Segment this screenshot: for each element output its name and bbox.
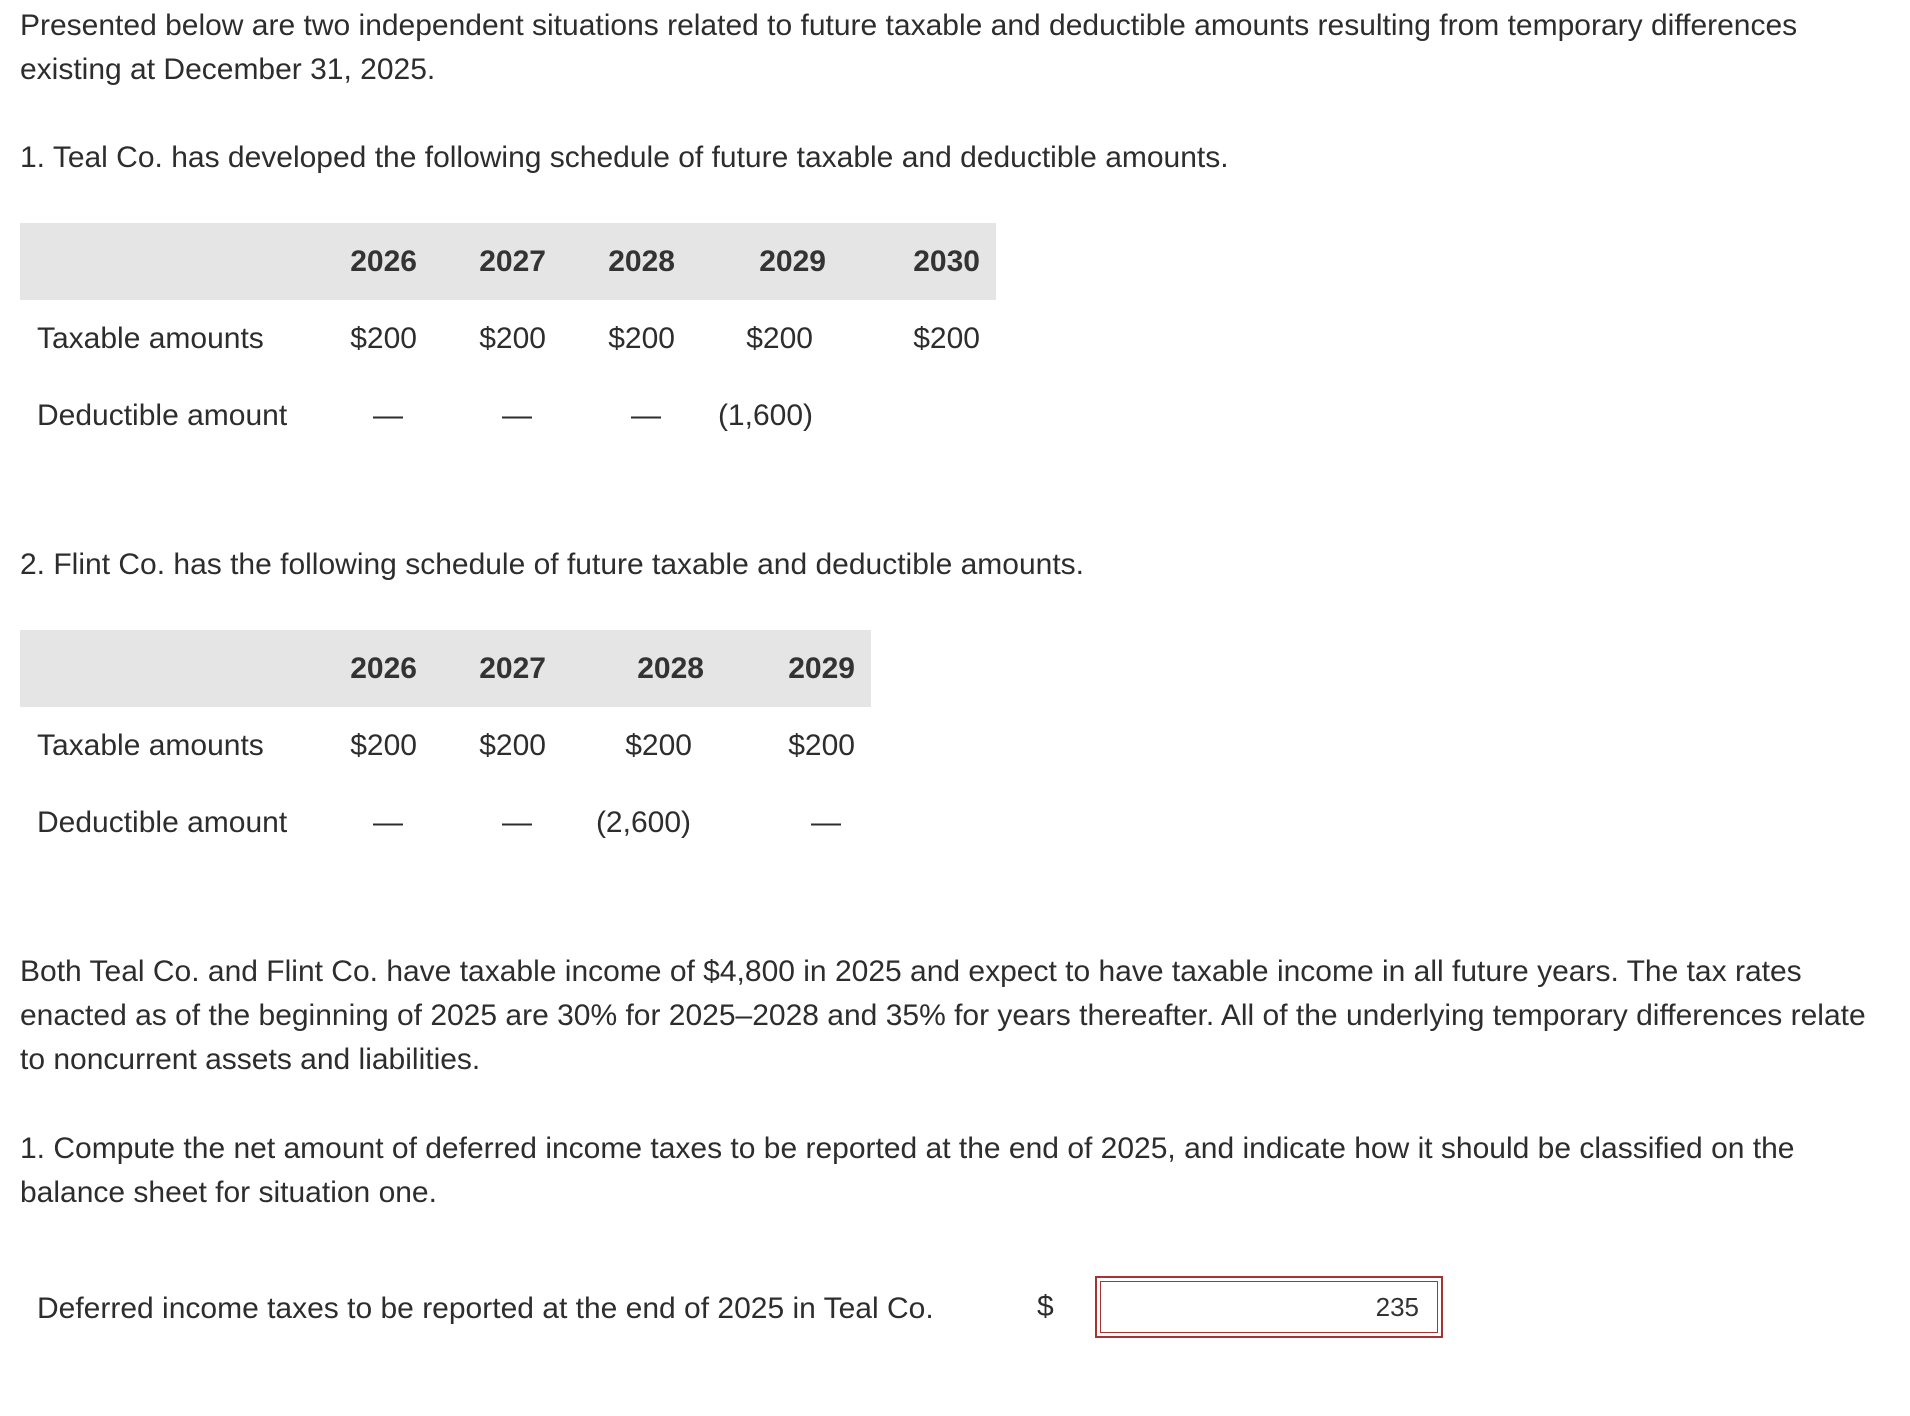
- flint-schedule-table: [20, 630, 871, 861]
- table-cell: $200: [788, 728, 855, 762]
- table-cell: —: [631, 398, 661, 432]
- tax-rate-paragraph: Both Teal Co. and Flint Co. have taxable income of $4,800 in 2025 and expect to have taxable income in all future years. The tax rates enacted as of the beginning of 2025 are 30% for 2025–2028 and 35% for years thereafter. All of the underlying temporary differences relate to noncurrent assets and liabilities.: [20, 955, 1866, 1076]
- table-cell: (1,600): [717, 398, 813, 432]
- year-header: 2026: [301, 630, 433, 707]
- situation-2-lead: 2. Flint Co. has the following schedule of future taxable and deductible amounts.: [20, 548, 1084, 581]
- table-header-row: [20, 630, 871, 707]
- row-label: Taxable amounts: [37, 728, 264, 762]
- year-header: 2027: [433, 630, 562, 707]
- table-cell: —: [502, 398, 532, 432]
- table-cell: $200: [608, 321, 675, 355]
- header-blank-cell: [20, 630, 301, 707]
- year-header: 2027: [433, 223, 562, 300]
- year-header: 2028: [562, 223, 691, 300]
- table-cell: $200: [625, 728, 692, 762]
- teal-schedule-table: [20, 223, 996, 454]
- year-header: 2029: [691, 223, 842, 300]
- answer-label: Deferred income taxes to be reported at the end of 2025 in Teal Co.: [37, 1292, 934, 1325]
- year-header: 2026: [301, 223, 433, 300]
- table-cell: $200: [350, 321, 417, 355]
- table-cell: —: [373, 805, 403, 839]
- table-cell: —: [373, 398, 403, 432]
- requirement-1: 1. Compute the net amount of deferred income taxes to be reported at the end of 2025, and indicate how it should be classified on the balance sheet for situation one.: [20, 1132, 1795, 1209]
- table-row: [20, 784, 871, 861]
- table-cell: $200: [479, 321, 546, 355]
- row-label: Taxable amounts: [37, 321, 264, 355]
- answer-row: [37, 1276, 1457, 1342]
- table-cell: —: [502, 805, 532, 839]
- answer-field-wrapper: [1095, 1276, 1443, 1338]
- intro-paragraph: Presented below are two independent situations related to future taxable and deductible amounts resulting from temporary differences existing at December 31, 2025.: [20, 9, 1798, 86]
- table-row: [20, 707, 871, 784]
- table-cell: $200: [479, 728, 546, 762]
- year-header: 2030: [842, 223, 996, 300]
- table-cell: $200: [913, 321, 980, 355]
- row-label: Deductible amount: [37, 805, 288, 839]
- deferred-tax-input[interactable]: [1100, 1281, 1438, 1333]
- table-cell: —: [811, 805, 841, 839]
- year-header: 2029: [720, 630, 871, 707]
- row-label: Deductible amount: [37, 398, 288, 432]
- table-header-row: [20, 223, 996, 300]
- table-cell: [842, 377, 996, 454]
- currency-symbol: $: [1037, 1290, 1054, 1323]
- table-cell: $200: [746, 321, 813, 355]
- table-row: [20, 300, 996, 377]
- year-header: 2028: [562, 630, 720, 707]
- table-cell: $200: [350, 728, 417, 762]
- table-row: [20, 377, 996, 454]
- header-blank-cell: [20, 223, 301, 300]
- situation-1-lead: 1. Teal Co. has developed the following schedule of future taxable and deductible amounts.: [20, 141, 1229, 174]
- table-cell: (2,600): [595, 805, 691, 839]
